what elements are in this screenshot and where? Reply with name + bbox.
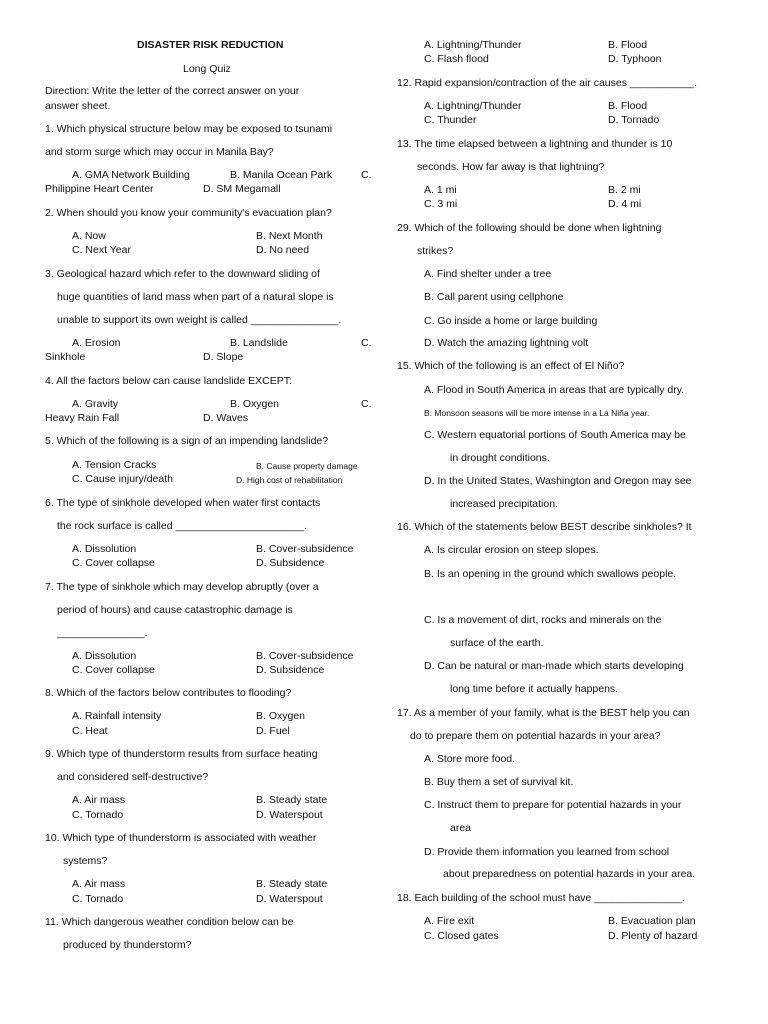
- question-stem: _______________.: [57, 627, 148, 639]
- choice-d: D. SM Megamall: [203, 183, 281, 195]
- choice-c: C. Western equatorial portions of South America may be: [424, 429, 686, 441]
- question-stem: 29. Which of the following should be done when lightning: [397, 222, 662, 234]
- choice-d: D. Provide them information you learned from school: [424, 846, 670, 858]
- question-stem: and considered self-destructive?: [57, 771, 209, 783]
- choice-c: C. Tornado: [72, 893, 124, 905]
- choice-a: A. Tension Cracks: [72, 459, 157, 471]
- question-stem: do to prepare them on potential hazards in your area?: [410, 730, 661, 742]
- choice-b: B. Cause property damage: [256, 461, 358, 471]
- choice-a: A. Flood in South America in areas that are typically dry.: [424, 384, 685, 396]
- choice-d: about preparedness on potential hazards in your area.: [443, 868, 696, 880]
- choice-d: D. High cost of rehabilitation: [236, 475, 343, 485]
- choice-c-letter: C.: [361, 337, 372, 349]
- choice-c: C. Closed gates: [424, 930, 499, 942]
- choice-c: C. Go inside a home or large building: [424, 315, 598, 327]
- question-stem: 10. Which type of thunderstorm is associated with weather: [45, 832, 317, 844]
- choice-c: area: [450, 822, 472, 834]
- choice-a: A. Lightning/Thunder: [424, 39, 522, 51]
- question-stem: 11. Which dangerous weather condition below can be: [45, 916, 294, 928]
- choice-c: C. Tornado: [72, 809, 124, 821]
- question-stem: 16. Which of the statements below BEST describe sinkholes? It: [397, 521, 692, 533]
- choice-b: B. Call parent using cellphone: [424, 291, 564, 303]
- choice-c: C. Instruct them to prepare for potential hazards in your: [424, 799, 682, 811]
- question-stem: 7. The type of sinkhole which may develop abruptly (over a: [45, 581, 319, 593]
- question-stem: huge quantities of land mass when part of a natural slope is: [57, 291, 334, 303]
- question-stem: 3. Geological hazard which refer to the downward sliding of: [45, 268, 320, 280]
- quiz-title: DISASTER RISK REDUCTION: [137, 39, 284, 51]
- question-stem: unable to support its own weight is called _______________.: [57, 314, 342, 326]
- choice-a: A. Now: [72, 230, 106, 242]
- choice-d: D. Watch the amazing lightning volt: [424, 337, 589, 349]
- choice-a: A. Store more food.: [424, 753, 516, 765]
- choice-c: surface of the earth.: [450, 637, 544, 649]
- choice-b: B. Steady state: [256, 878, 328, 890]
- choice-c: C. Heat: [72, 725, 108, 737]
- choice-d: D. Can be natural or man-made which starts developing: [424, 660, 684, 672]
- question-stem: the rock surface is called ______________________.: [57, 520, 307, 532]
- choice-a: A. GMA Network Building: [72, 169, 190, 181]
- choice-d: D. Tornado: [608, 114, 660, 126]
- question-stem: 5. Which of the following is a sign of an impending landslide?: [45, 435, 329, 447]
- question-stem: and storm surge which may occur in Manila Bay?: [45, 146, 274, 158]
- choice-a: A. Find shelter under a tree: [424, 268, 552, 280]
- choice-d: D. Plenty of hazard: [608, 930, 698, 942]
- choice-b: B. Cover-subsidence: [256, 543, 354, 555]
- choice-a: A. Rainfall intensity: [72, 710, 162, 722]
- choice-b: B. Buy them a set of survival kit.: [424, 776, 574, 788]
- choice-d: increased precipitation.: [450, 498, 558, 510]
- choice-c: C. Cover collapse: [72, 664, 155, 676]
- question-stem: 17. As a member of your family, what is the BEST help you can: [397, 707, 690, 719]
- choice-d: D. In the United States, Washington and Oregon may see: [424, 475, 692, 487]
- question-stem: systems?: [63, 855, 108, 867]
- choice-c: C. Cause injury/death: [72, 473, 173, 485]
- choice-a: A. Erosion: [72, 337, 121, 349]
- question-stem: 6. The type of sinkhole developed when water first contacts: [45, 497, 321, 509]
- choice-b: B. Is an opening in the ground which swallows people.: [424, 568, 677, 580]
- choice-c: Philippine Heart Center: [45, 183, 154, 195]
- choice-a: A. Fire exit: [424, 915, 475, 927]
- direction-text: answer sheet.: [45, 100, 111, 112]
- choice-c: C. 3 mi: [424, 198, 458, 210]
- choice-b: B. 2 mi: [608, 184, 641, 196]
- choice-b: B. Evacuation plan: [608, 915, 696, 927]
- choice-b: B. Oxygen: [230, 398, 280, 410]
- choice-d: D. Typhoon: [608, 53, 662, 65]
- choice-c: C. Next Year: [72, 244, 131, 256]
- choice-a: A. Dissolution: [72, 650, 137, 662]
- choice-b: B. Next Month: [256, 230, 323, 242]
- choice-d: D. Waves: [203, 412, 249, 424]
- question-stem: strikes?: [417, 245, 454, 257]
- question-stem: period of hours) and cause catastrophic damage is: [57, 604, 293, 616]
- choice-c: Heavy Rain Fall: [45, 412, 120, 424]
- question-stem: 15. Which of the following is an effect of El Niño?: [397, 360, 625, 372]
- quiz-subtitle: Long Quiz: [183, 63, 231, 75]
- choice-d: D. Subsidence: [256, 664, 325, 676]
- choice-c: C. Flash flood: [424, 53, 489, 65]
- choice-a: A. 1 mi: [424, 184, 457, 196]
- question-stem: 8. Which of the factors below contributes to flooding?: [45, 687, 292, 699]
- choice-b: B. Manila Ocean Park: [230, 169, 333, 181]
- choice-a: A. Dissolution: [72, 543, 137, 555]
- choice-a: A. Air mass: [72, 794, 126, 806]
- question-stem: 9. Which type of thunderstorm results from surface heating: [45, 748, 318, 760]
- question-stem: produced by thunderstorm?: [63, 939, 192, 951]
- direction-text: Direction: Write the letter of the correct answer on your: [45, 85, 300, 97]
- choice-d: D. Waterspout: [256, 809, 323, 821]
- choice-c: in drought conditions.: [450, 452, 550, 464]
- question-stem: 13. The time elapsed between a lightning and thunder is 10: [397, 138, 673, 150]
- choice-a: A. Air mass: [72, 878, 126, 890]
- question-stem: 4. All the factors below can cause landslide EXCEPT:: [45, 375, 292, 387]
- choice-a: A. Gravity: [72, 398, 119, 410]
- question-stem: 1. Which physical structure below may be exposed to tsunami: [45, 123, 333, 135]
- choice-c: C. Is a movement of dirt, rocks and minerals on the: [424, 614, 662, 626]
- choice-d: D. Slope: [203, 351, 244, 363]
- choice-c: C. Thunder: [424, 114, 477, 126]
- choice-b: B. Steady state: [256, 794, 328, 806]
- choice-b: B. Landslide: [230, 337, 288, 349]
- choice-d: D. Fuel: [256, 725, 290, 737]
- question-stem: 2. When should you know your community's evacuation plan?: [45, 207, 332, 219]
- choice-b: B. Oxygen: [256, 710, 306, 722]
- choice-c-letter: C.: [361, 169, 372, 181]
- choice-b: B. Flood: [608, 100, 648, 112]
- question-stem: seconds. How far away is that lightning?: [417, 161, 605, 173]
- choice-d: D. 4 mi: [608, 198, 642, 210]
- choice-c-letter: C.: [361, 398, 372, 410]
- choice-b: B. Flood: [608, 39, 648, 51]
- choice-b: B. Cover-subsidence: [256, 650, 354, 662]
- choice-d: D. No need: [256, 244, 310, 256]
- choice-d: long time before it actually happens.: [450, 683, 619, 695]
- choice-c: Sinkhole: [45, 351, 86, 363]
- choice-a: A. Lightning/Thunder: [424, 100, 522, 112]
- choice-b: B. Monsoon seasons will be more intense in a La Niña year.: [424, 408, 650, 418]
- choice-d: D. Waterspout: [256, 893, 323, 905]
- choice-d: D. Subsidence: [256, 557, 325, 569]
- choice-c: C. Cover collapse: [72, 557, 155, 569]
- choice-a: A. Is circular erosion on steep slopes.: [424, 544, 599, 556]
- question-stem: 18. Each building of the school must have _______________.: [397, 892, 685, 904]
- question-stem: 12. Rapid expansion/contraction of the air causes ___________.: [397, 77, 698, 89]
